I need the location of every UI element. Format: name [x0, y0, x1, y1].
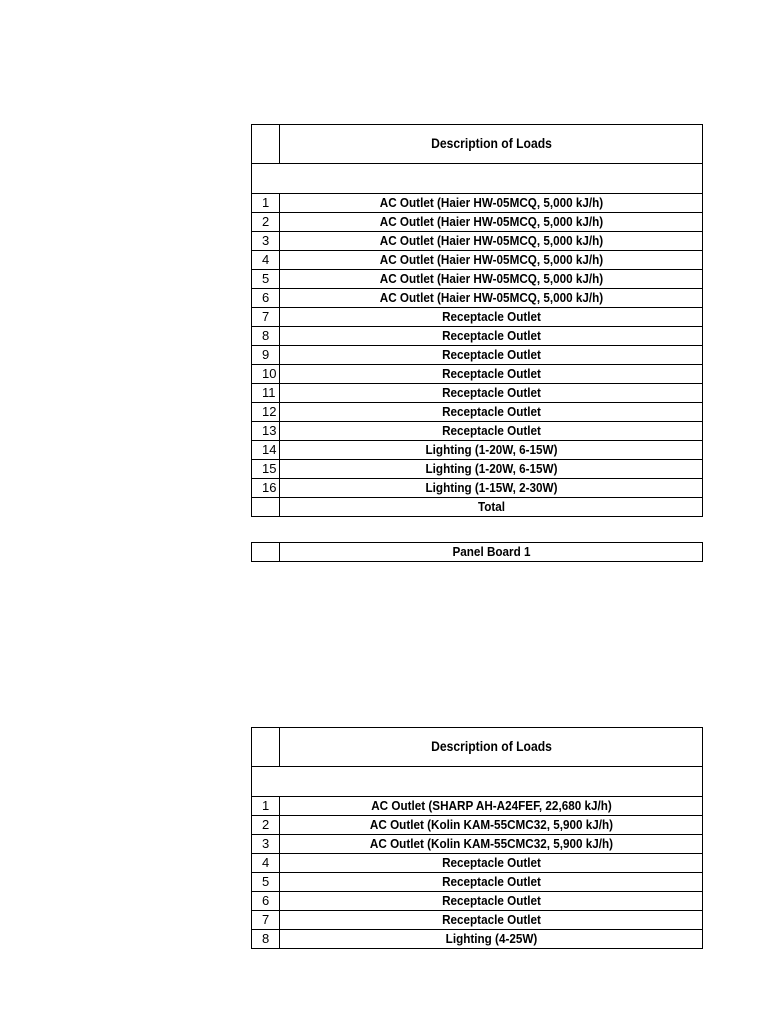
- load-description: Receptacle Outlet: [301, 346, 682, 365]
- row-number: 2: [252, 213, 280, 232]
- table-row: [252, 797, 703, 816]
- row-number: 3: [252, 835, 280, 854]
- row-number: 1: [252, 797, 280, 816]
- load-description: Lighting (1-15W, 2-30W): [301, 479, 682, 498]
- summary-number-cell: [252, 543, 280, 562]
- row-number: 8: [252, 930, 280, 949]
- load-description: Receptacle Outlet: [301, 403, 682, 422]
- row-number: 2: [252, 816, 280, 835]
- load-description: Receptacle Outlet: [301, 365, 682, 384]
- header-description-cell: Description of Loads: [301, 728, 682, 767]
- load-description: AC Outlet (Haier HW-05MCQ, 5,000 kJ/h): [301, 213, 682, 232]
- row-number: 5: [252, 270, 280, 289]
- table-row: [252, 308, 703, 327]
- table-row: [252, 213, 703, 232]
- table-row: [252, 854, 703, 873]
- table-row: [252, 479, 703, 498]
- table-row: [252, 835, 703, 854]
- row-number: 5: [252, 873, 280, 892]
- summary-row: [252, 543, 703, 562]
- load-description: Receptacle Outlet: [301, 422, 682, 441]
- load-description: Receptacle Outlet: [301, 854, 682, 873]
- row-number: 6: [252, 289, 280, 308]
- total-row: [252, 498, 703, 517]
- table-row: [252, 346, 703, 365]
- table-row: [252, 460, 703, 479]
- row-number: 8: [252, 327, 280, 346]
- row-number: 6: [252, 892, 280, 911]
- row-number: 12: [252, 403, 280, 422]
- row-number: 4: [252, 854, 280, 873]
- load-description: Receptacle Outlet: [301, 911, 682, 930]
- table-row: [252, 384, 703, 403]
- row-number: 3: [252, 232, 280, 251]
- load-schedule-table-1: [251, 124, 702, 517]
- header-description-cell: Description of Loads: [301, 125, 682, 164]
- row-number: 4: [252, 251, 280, 270]
- row-number: 15: [252, 460, 280, 479]
- table-row: [252, 930, 703, 949]
- table-row: [252, 194, 703, 213]
- row-number: 7: [252, 911, 280, 930]
- total-number-cell: [252, 498, 280, 517]
- total-label: Total: [301, 498, 682, 517]
- load-description: AC Outlet (Haier HW-05MCQ, 5,000 kJ/h): [301, 194, 682, 213]
- load-description: Lighting (1-20W, 6-15W): [301, 441, 682, 460]
- load-description: Receptacle Outlet: [301, 384, 682, 403]
- load-description: AC Outlet (SHARP AH-A24FEF, 22,680 kJ/h): [301, 797, 682, 816]
- table-row: [252, 422, 703, 441]
- load-description: Receptacle Outlet: [301, 892, 682, 911]
- spacer-row: [252, 164, 703, 194]
- load-description: AC Outlet (Haier HW-05MCQ, 5,000 kJ/h): [301, 232, 682, 251]
- row-number: 1: [252, 194, 280, 213]
- table-row: [252, 289, 703, 308]
- table-header-row: [252, 728, 703, 767]
- table-row: [252, 816, 703, 835]
- load-description: AC Outlet (Haier HW-05MCQ, 5,000 kJ/h): [301, 270, 682, 289]
- table-header-row: [252, 125, 703, 164]
- table-row: [252, 892, 703, 911]
- row-number: 11: [252, 384, 280, 403]
- header-number-cell: [252, 125, 280, 164]
- table-row: [252, 911, 703, 930]
- spacer-row: [252, 767, 703, 797]
- load-description: Lighting (1-20W, 6-15W): [301, 460, 682, 479]
- load-description: Receptacle Outlet: [301, 327, 682, 346]
- load-description: Receptacle Outlet: [301, 308, 682, 327]
- table-row: [252, 327, 703, 346]
- load-description: Receptacle Outlet: [301, 873, 682, 892]
- table-row: [252, 365, 703, 384]
- row-number: 9: [252, 346, 280, 365]
- row-number: 7: [252, 308, 280, 327]
- row-number: 10: [252, 365, 280, 384]
- table-row: [252, 270, 703, 289]
- table-row: [252, 251, 703, 270]
- row-number: 13: [252, 422, 280, 441]
- table-row: [252, 232, 703, 251]
- row-number: 16: [252, 479, 280, 498]
- load-description: AC Outlet (Haier HW-05MCQ, 5,000 kJ/h): [301, 289, 682, 308]
- panel-board-label: Panel Board 1: [301, 543, 682, 562]
- header-number-cell: [252, 728, 280, 767]
- table-row: [252, 873, 703, 892]
- load-description: Lighting (4-25W): [301, 930, 682, 949]
- load-description: AC Outlet (Kolin KAM-55CMC32, 5,900 kJ/h): [301, 835, 682, 854]
- load-description: AC Outlet (Haier HW-05MCQ, 5,000 kJ/h): [301, 251, 682, 270]
- panel-board-summary-table: [251, 542, 702, 562]
- table-row: [252, 403, 703, 422]
- row-number: 14: [252, 441, 280, 460]
- load-description: AC Outlet (Kolin KAM-55CMC32, 5,900 kJ/h): [301, 816, 682, 835]
- table-row: [252, 441, 703, 460]
- load-schedule-table-2: [251, 727, 702, 949]
